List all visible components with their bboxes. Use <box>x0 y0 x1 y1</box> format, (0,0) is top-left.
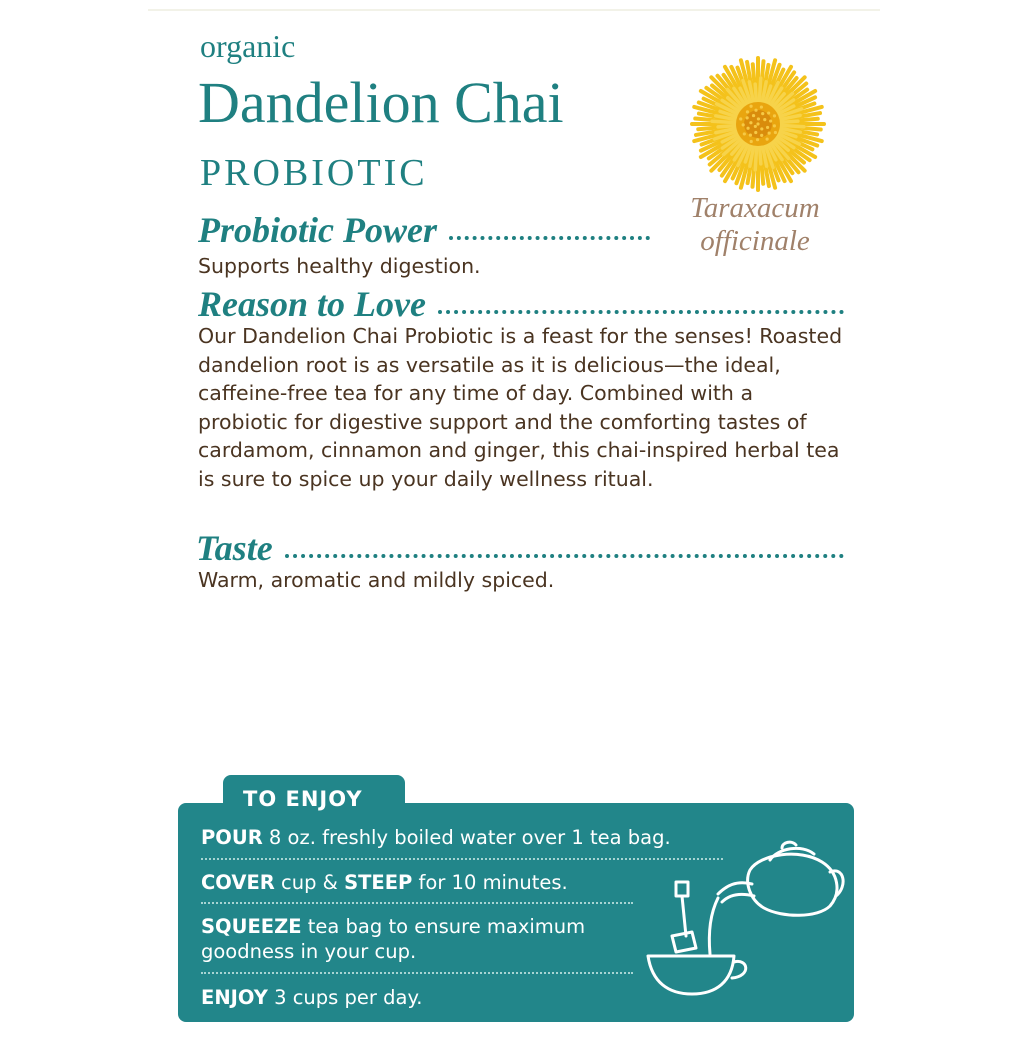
step-divider <box>201 972 633 974</box>
step-text-squeeze: tea bag to ensure maximum goodness in your cup. <box>201 915 586 963</box>
step-divider <box>201 902 633 904</box>
product-subtitle: PROBIOTIC <box>200 152 428 194</box>
to-enjoy-label: TO ENJOY <box>243 787 363 811</box>
step-squeeze <box>201 914 651 964</box>
section-heading-probiotic-power <box>198 212 650 248</box>
section-text-reason-to-love: Our Dandelion Chai Probiotic is a feast for the senses! Roasted dandelion root is as versatile as it is delicious—the ideal, caffeine-free tea for any time of day. Combined with a probiotic for digestive support and the comforting tastes of cardamom, cinnamon and ginger, this chai-inspired herbal tea is sure to spice up your daily wellness ritual. <box>198 324 843 491</box>
section-heading-reason-to-love <box>198 286 844 322</box>
latin-name-line-1: Taraxacum <box>690 192 820 224</box>
dotted-leader <box>449 236 650 240</box>
step-text-enjoy: 3 cups per day. <box>267 986 423 1009</box>
teapot-pouring-icon <box>632 836 846 1002</box>
step-cover-steep <box>201 870 681 895</box>
product-title: Dandelion Chai <box>198 70 564 135</box>
section-heading-text: Taste <box>196 528 273 568</box>
step-keyword-cover: COVER <box>201 871 275 894</box>
dotted-leader <box>285 554 844 558</box>
latin-name <box>660 192 850 258</box>
dandelion-flower-icon <box>690 56 826 192</box>
step-keyword-enjoy: ENJOY <box>201 986 268 1009</box>
top-divider-line <box>148 9 880 11</box>
step-enjoy <box>201 985 651 1010</box>
section-heading-taste <box>196 530 844 566</box>
section-heading-text: Probiotic Power <box>198 210 437 250</box>
step-keyword-pour: POUR <box>201 826 263 849</box>
latin-name-line-2: officinale <box>700 225 810 257</box>
section-text-taste: Warm, aromatic and mildly spiced. <box>198 568 555 592</box>
dotted-leader <box>438 310 844 314</box>
step-text-steep: for 10 minutes. <box>412 871 568 894</box>
step-text-pour: 8 oz. freshly boiled water over 1 tea bag. <box>262 826 671 849</box>
step-keyword-steep: STEEP <box>344 871 413 894</box>
section-heading-text: Reason to Love <box>198 284 426 324</box>
step-text-cover: cup & <box>274 871 345 894</box>
step-keyword-squeeze: SQUEEZE <box>201 915 302 938</box>
section-text-probiotic-power: Supports healthy digestion. <box>198 254 481 278</box>
organic-label: organic <box>200 28 296 64</box>
